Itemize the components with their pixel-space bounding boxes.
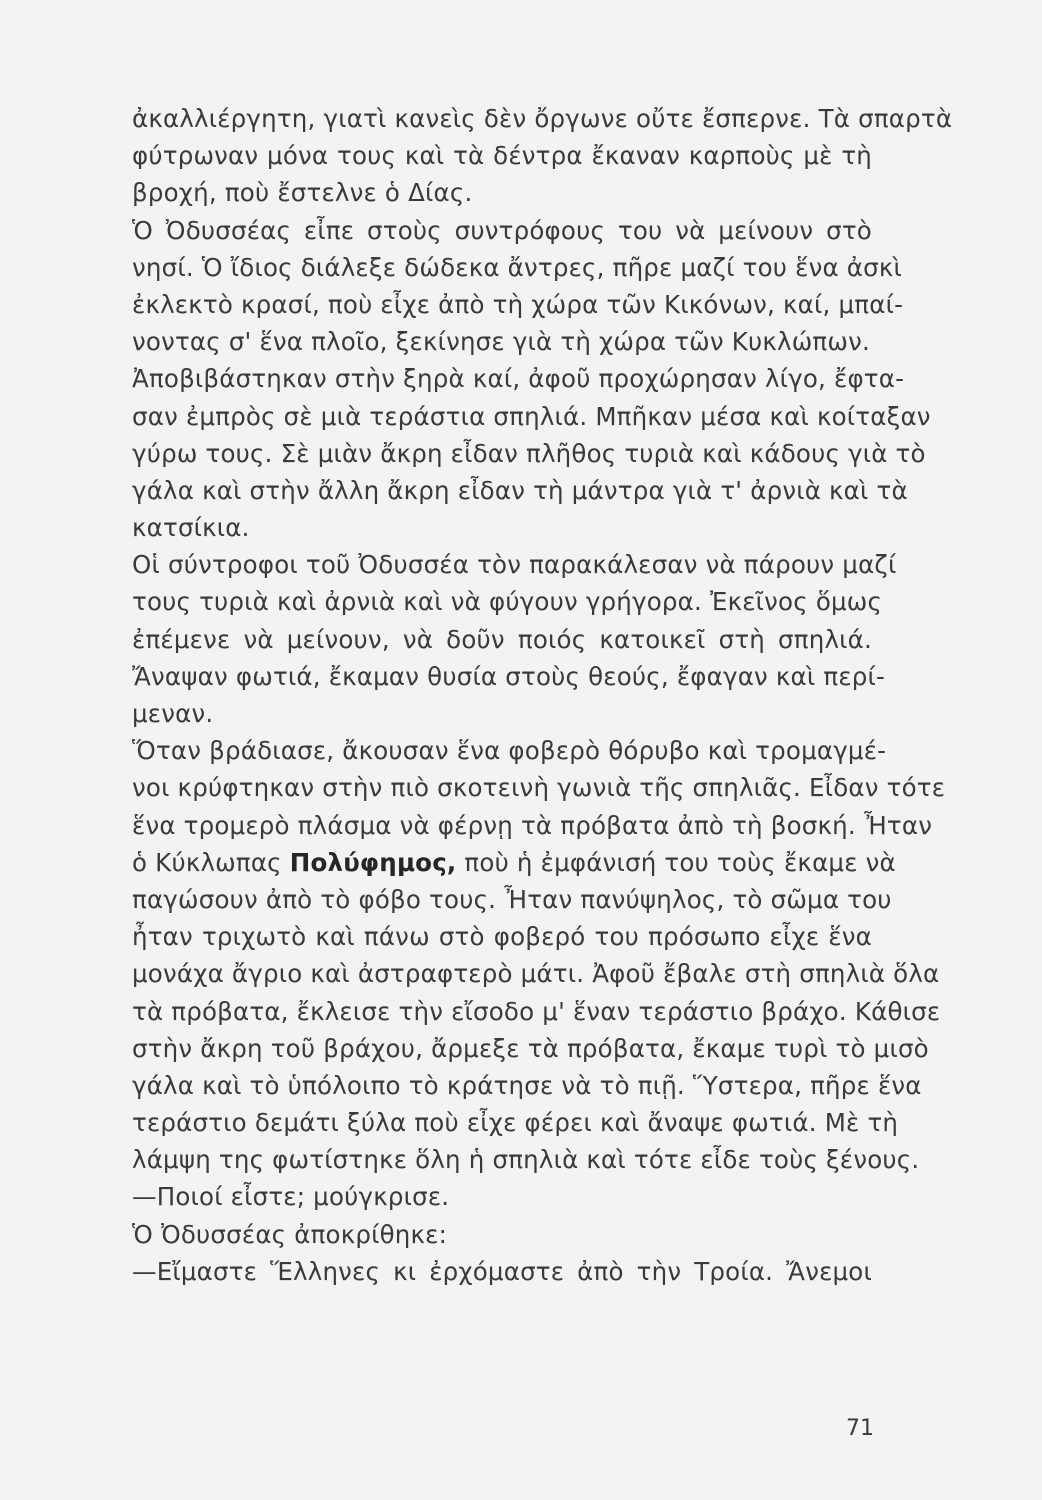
text-line: Ὁ Ὀδυσσέας εἶπε στοὺς συντρόφους του νὰ μείνουν στὸ bbox=[132, 215, 872, 245]
text-line: γάλα καὶ στὴν ἄλλη ἄκρη εἶδαν τὴ μάντρα γιὰ τ' ἀρνιὰ καὶ τὰ bbox=[132, 475, 908, 505]
text-line: γύρω τους. Σὲ μιὰν ἄκρη εἶδαν πλῆθος τυριὰ καὶ κάδους γιὰ τὸ bbox=[132, 438, 926, 468]
text-line: μονάχα ἄγριο καὶ ἀστραφτερὸ μάτι. Ἀφοῦ ἔβαλε στὴ σπηλιὰ ὅλα bbox=[132, 959, 940, 989]
text-line: ἕνα τρομερὸ πλάσμα νὰ φέρνῃ τὰ πρόβατα ἀπὸ τὴ βοσκή. Ἦταν bbox=[132, 810, 933, 840]
text-line: στὴν ἄκρη τοῦ βράχου, ἄρμεξε τὰ πρόβατα, ἔκαμε τυρὶ τὸ μισὸ bbox=[132, 1033, 929, 1063]
text-line: βροχή, ποὺ ἔστελνε ὁ Δίας. bbox=[132, 178, 473, 208]
character-name-bold: Πολύφημος, bbox=[289, 847, 457, 877]
text-line: Ἀποβιβάστηκαν στὴν ξηρὰ καί, ἀφοῦ προχώρησαν λίγο, ἔφτα- bbox=[132, 364, 905, 394]
text-line: ἀκαλλιέργητη, γιατὶ κανεὶς δὲν ὄργωνε οὔτε ἔσπερνε. Τὰ σπαρτὰ bbox=[132, 104, 953, 133]
text-line-with-name bbox=[132, 844, 896, 881]
text-line: φύτρωναν μόνα τους καὶ τὰ δέντρα ἔκαναν καρποὺς μὲ τὴ bbox=[132, 141, 872, 171]
text-line: Ὅταν βράδιασε, ἄκουσαν ἕνα φοβερὸ θόρυβο καὶ τρομαγμέ- bbox=[132, 736, 887, 766]
text-segment: ποὺ ἡ ἐμφάνισή του τοὺς ἔκαμε νὰ bbox=[456, 847, 896, 877]
text-segment: ὁ Κύκλωπας bbox=[132, 847, 290, 877]
text-line: Ὁ Ὀδυσσέας ἀποκρίθηκε: bbox=[132, 1219, 448, 1249]
text-line: ἐπέμενε νὰ μείνουν, νὰ δοῦν ποιός κατοικεῖ στὴ σπηλιά. bbox=[132, 624, 872, 654]
page-number: 71 bbox=[846, 1416, 874, 1441]
text-line: ἐκλεκτὸ κρασί, ποὺ εἶχε ἀπὸ τὴ χώρα τῶν Κικόνων, καί, μπαί- bbox=[132, 289, 904, 319]
text-line: Οἱ σύντροφοι τοῦ Ὀδυσσέα τὸν παρακάλεσαν νὰ πάρουν μαζί bbox=[132, 550, 897, 580]
text-line: μεναν. bbox=[132, 699, 214, 728]
text-line: νοι κρύφτηκαν στὴν πιὸ σκοτεινὴ γωνιὰ τῆς σπηλιᾶς. Εἶδαν τότε bbox=[132, 773, 946, 803]
text-line: σαν ἐμπρὸς σὲ μιὰ τεράστια σπηλιά. Μπῆκαν μέσα καὶ κοίταξαν bbox=[132, 401, 931, 431]
text-line: παγώσουν ἀπὸ τὸ φόβο τους. Ἦταν πανύψηλος, τὸ σῶμα του bbox=[132, 884, 892, 914]
text-line: τους τυριὰ καὶ ἀρνιὰ καὶ νὰ φύγουν γρήγορα. Ἐκεῖνος ὅμως bbox=[132, 587, 883, 617]
dialogue-line: —Εἴμαστε Ἕλληνες κι ἐρχόμαστε ἀπὸ τὴν Τροία. Ἄνεμοι bbox=[132, 1256, 872, 1286]
text-line: λάμψη της φωτίστηκε ὅλη ἡ σπηλιὰ καὶ τότε εἶδε τοὺς ξένους. bbox=[132, 1145, 920, 1175]
text-line: κατσίκια. bbox=[132, 513, 250, 543]
text-line: γάλα καὶ τὸ ὑπόλοιπο τὸ κράτησε νὰ τὸ πιῇ. Ὕστερα, πῆρε ἕνα bbox=[132, 1070, 922, 1100]
text-line: νοντας σ' ἕνα πλοῖο, ξεκίνησε γιὰ τὴ χώρα τῶν Κυκλώπων. bbox=[132, 327, 870, 357]
dialogue-line: —Ποιοί εἶστε; μούγκρισε. bbox=[132, 1182, 450, 1212]
text-line: Ἄναψαν φωτιά, ἔκαμαν θυσία στοὺς θεούς, ἔφαγαν καὶ περί- bbox=[132, 661, 886, 691]
text-line: ἦταν τριχωτὸ καὶ πάνω στὸ φοβερό του πρόσωπο εἶχε ἕνα bbox=[132, 922, 872, 952]
text-line: τεράστιο δεμάτι ξύλα ποὺ εἶχε φέρει καὶ ἄναψε φωτιά. Μὲ τὴ bbox=[132, 1108, 899, 1138]
text-line: νησί. Ὁ ἴδιος διάλεξε δώδεκα ἄντρες, πῆρε μαζί του ἕνα ἀσκὶ bbox=[132, 252, 902, 282]
body-text bbox=[132, 100, 953, 1290]
text-line: τὰ πρόβατα, ἔκλεισε τὴν εἴσοδο μ' ἕναν τεράστιο βράχο. Κάθισε bbox=[132, 996, 941, 1026]
